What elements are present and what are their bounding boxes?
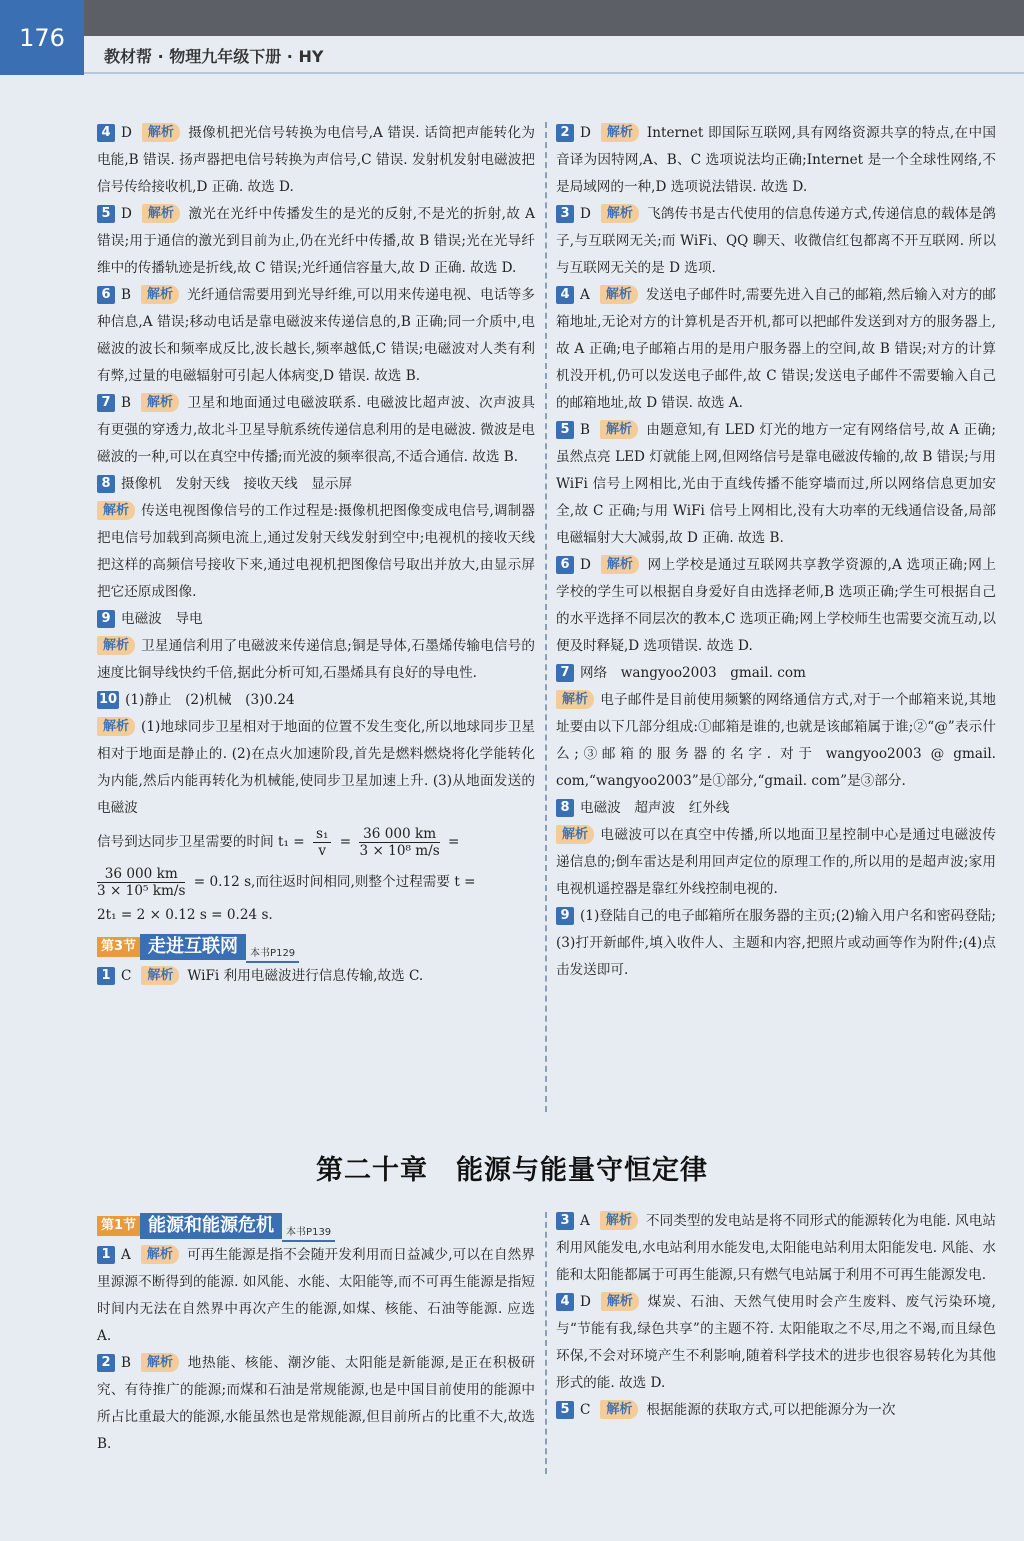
section-title: 走进互联网 — [140, 934, 246, 960]
analysis-tag: 解析 — [601, 204, 639, 223]
analysis-text: 电磁波可以在真空中传播,所以地面卫星控制中心是通过电磁波传递信息的;倒车雷达是利用回声定位的原理工作的,所以用的是超声波;家用电视机遥控器是靠红外线控制电视的. — [556, 827, 996, 897]
analysis-tag: 解析 — [556, 690, 594, 709]
section-page-ref: 本书P139 — [282, 1226, 335, 1242]
answer-choice: D — [580, 1294, 591, 1310]
answer-choice: C — [121, 968, 132, 984]
fraction-numerator: 36 000 km — [359, 826, 439, 843]
section-badge: 第3节 — [97, 937, 140, 957]
analysis-text: 根据能源的获取方式,可以把能源分为一次 — [646, 1402, 896, 1418]
answer-item — [556, 822, 996, 903]
question-number-badge: 1 — [97, 967, 115, 985]
analysis-text: 地热能、核能、潮汐能、太阳能是新能源,是正在积极研究、有待推广的能源;而煤和石油是常规能源,也是中国目前使用的能源中所占比重最大的能源,水能虽然也是常规能源,但目前所占的比重不大,故选 B. — [97, 1355, 535, 1452]
answer-choice: B — [121, 287, 131, 303]
analysis-text: 发送电子邮件时,需要先进入自己的邮箱,然后输入对方的邮箱地址,无论对方的计算机是否开机,都可以把邮件发送到对方的服务器上,故 A 正确;电子邮箱占用的是用户服务器上的空间,故 B 错误;对方的计算机没开机,仍可以发送电子邮件,故 C 错误;发送电子邮件不需要输入自己的邮箱地址,故 D 错误. 故选 A. — [556, 287, 996, 411]
question-number-badge: 7 — [97, 394, 115, 412]
answer-item — [556, 660, 996, 687]
answer-text: (1)登陆自己的电子邮箱所在服务器的主页;(2)输入用户名和密码登陆;(3)打开新邮件,填入收件人、主题和内容,把照片或动画等作为附件;(4)点击发送即可. — [556, 908, 996, 978]
answer-item — [556, 417, 996, 552]
analysis-text: 传送电视图像信号的工作过程是:摄像机把图像变成电信号,调制器把电信号加载到高频电流上,通过发射天线发射到空中;电视机的接收天线把这样的高频信号接收下来,通过电视机把图像信号取出并放大,由显示屏把它还原成图像. — [97, 503, 535, 600]
question-number-badge: 2 — [556, 124, 574, 142]
answer-item — [97, 687, 535, 714]
formula-line-3: 2t₁ = 2 × 0.12 s = 0.24 s. — [97, 907, 273, 923]
question-number-badge: 5 — [97, 205, 115, 223]
answer-item — [97, 606, 535, 633]
answer-item — [556, 201, 996, 282]
answer-item — [97, 201, 535, 282]
question-number-badge: 8 — [97, 475, 115, 493]
question-number-badge: 3 — [556, 1212, 574, 1230]
question-number-badge: 1 — [97, 1246, 115, 1264]
analysis-text: (1)地球同步卫星相对于地面的位置不发生变化,所以地球同步卫星相对于地面是静止的. (2)在点火加速阶段,首先是燃料燃烧将化学能转化为内能,然后内能再转化为机械能,使同步卫星加速上升. (3)从地面发送的电磁波 — [97, 719, 535, 816]
right-answer-list — [556, 120, 996, 984]
analysis-tag: 解析 — [600, 420, 638, 439]
answer-choice: (1)静止 (2)机械 (3)0.24 — [125, 692, 295, 708]
answer-choice: B — [121, 395, 131, 411]
answer-item — [556, 903, 996, 984]
column-divider — [545, 122, 547, 1112]
question-number-badge: 5 — [556, 421, 574, 439]
answer-item — [97, 633, 535, 687]
answer-item — [97, 1350, 535, 1458]
analysis-tag: 解析 — [600, 285, 638, 304]
analysis-tag: 解析 — [141, 1245, 179, 1264]
analysis-tag: 解析 — [142, 204, 180, 223]
answer-item — [97, 1242, 535, 1350]
analysis-text: 煤炭、石油、天然气使用时会产生废料、废气污染环境,与“节能有我,绿色共享”的主题不符. 太阳能取之不尽,用之不竭,而且绿色环保,不会对环境产生不利影响,随着科学技术的进步也很容易转化为其他形式的能. 故选 D. — [556, 1294, 996, 1391]
left-column — [97, 120, 535, 990]
fraction-numerator: s₁ — [313, 826, 331, 843]
analysis-tag: 解析 — [600, 1211, 638, 1230]
fraction-numerator: 36 000 km — [97, 866, 185, 883]
formula-text-2: = 0.12 s,而往返时间相同,则整个过程需要 t = — [193, 874, 476, 890]
analysis-text: 卫星通信利用了电磁波来传递信息;铜是导体,石墨烯传输电信号的速度比铜导线快约千倍,据此分析可知,石墨烯具有良好的导电性. — [97, 638, 535, 681]
answer-item — [556, 282, 996, 417]
answer-choice: D — [580, 557, 591, 573]
question-number-badge: 5 — [556, 1401, 574, 1419]
analysis-text: Internet 即国际互联网,具有网络资源共享的特点,在中国音译为因特网,A、B、C 选项说法均正确;Internet 是一个全球性网络,不是局域网的一种,D 选项说法错误. 故选 D. — [556, 125, 996, 195]
chapter-left-column — [97, 1208, 535, 1458]
question-number-badge: 6 — [556, 556, 574, 574]
answer-choice: A — [121, 1247, 131, 1263]
fraction-denominator: 3 × 10⁸ m/s — [359, 843, 440, 859]
answer-choice: D — [121, 206, 132, 222]
formula-line-2 — [97, 862, 535, 902]
question-number-badge: 9 — [97, 610, 115, 628]
fraction-s1-v — [313, 826, 331, 859]
equals-sign: = — [448, 834, 460, 850]
analysis-text: 卫星和地面通过电磁波联系. 电磁波比超声波、次声波具有更强的穿透力,故北斗卫星导航系统传递信息利用的是电磁波. 微波是电磁波的一种,可以在真空中传播;而光波的频率很高,不适合通信. 故选 B. — [97, 395, 535, 465]
chapter-title: 第二十章 能源与能量守恒定律 — [316, 1155, 708, 1186]
question-number-badge: 4 — [556, 286, 574, 304]
section-3-answer-list — [97, 963, 535, 990]
answer-item — [556, 120, 996, 201]
question-number-badge: 6 — [97, 286, 115, 304]
answer-item — [556, 1208, 996, 1289]
answer-choice: 网络 wangyoo2003 gmail. com — [580, 665, 806, 681]
question-number-badge: 4 — [97, 124, 115, 142]
answer-item — [97, 282, 535, 390]
answer-choice: C — [580, 1402, 591, 1418]
analysis-tag: 解析 — [142, 123, 180, 142]
answer-item — [97, 471, 535, 498]
question-number-badge: 2 — [97, 1354, 115, 1372]
section-title: 能源和能源危机 — [140, 1213, 282, 1239]
section-1-heading — [97, 1213, 535, 1239]
answer-choice: 电磁波 超声波 红外线 — [580, 800, 730, 816]
header-band — [84, 0, 1024, 36]
section-page-ref: 本书P129 — [246, 947, 299, 963]
analysis-tag: 解析 — [97, 717, 135, 736]
analysis-tag: 解析 — [141, 285, 179, 304]
column-divider — [545, 1212, 547, 1474]
analysis-text: WiFi 利用电磁波进行信息传输,故选 C. — [187, 968, 424, 984]
analysis-tag: 解析 — [141, 393, 179, 412]
question-number-badge: 10 — [99, 692, 118, 707]
question-number-badge: 8 — [556, 799, 574, 817]
question-number-badge: 4 — [556, 1293, 574, 1311]
analysis-tag: 解析 — [556, 825, 594, 844]
book-title: 教材帮 · 物理九年级下册 · HY — [104, 47, 324, 66]
answer-item — [97, 963, 535, 990]
answer-choice: B — [580, 422, 590, 438]
page-number: 176 — [0, 0, 84, 75]
analysis-tag: 解析 — [141, 1353, 179, 1372]
analysis-text: 光纤通信需要用到光导纤维,可以用来传递电视、电话等多种信息,A 错误;移动电话是靠电磁波来传递信息的,B 正确;同一介质中,电磁波的波长和频率成反比,波长越长,频率越低,C 错误;电磁波对人类有利有弊,过量的电磁辐射可引起人体病变,D 错误. 故选 B. — [97, 287, 535, 384]
analysis-text: 不同类型的发电站是将不同形式的能源转化为电能. 风电站利用风能发电,水电站利用水能发电,太阳能电站利用太阳能发电. 风能、水能和太阳能都属于可再生能源,只有燃气电站属于利用不可再生能源发电. — [556, 1213, 996, 1283]
formula-text-1: 信号到达同步卫星需要的时间 t₁ = — [97, 834, 305, 850]
answer-choice: D — [580, 125, 591, 141]
chapter-right-column — [556, 1208, 996, 1424]
answer-choice: A — [580, 1213, 590, 1229]
answer-item — [97, 120, 535, 201]
analysis-text: 网上学校是通过互联网共享教学资源的,A 选项正确;网上学校的学生可以根据自身爱好自由选择老师,B 选项正确;学生可根据自己的水平选择不同层次的教本,C 选项正确;网上学校师生也需要交流互动,以便及时释疑,D 选项错误. 故选 D. — [556, 557, 996, 654]
answer-item — [97, 390, 535, 471]
chapter-left-answer-list — [97, 1242, 535, 1458]
analysis-tag: 解析 — [601, 1292, 639, 1311]
fraction-denominator: v — [318, 843, 327, 859]
answer-item — [556, 1289, 996, 1397]
question-number-badge: 7 — [556, 664, 574, 682]
answer-item — [97, 498, 535, 606]
answer-choice: 电磁波 导电 — [121, 611, 203, 627]
answer-choice: D — [121, 125, 132, 141]
left-answer-list — [97, 120, 535, 822]
analysis-text: 飞鸽传书是古代使用的信息传递方式,传递信息的载体是鸽子,与互联网无关;而 WiFi、QQ 聊天、收微信红包都离不开互联网. 所以与互联网无关的是 D 选项. — [556, 206, 996, 276]
analysis-tag: 解析 — [600, 1400, 638, 1419]
chapter-right-answer-list — [556, 1208, 996, 1424]
analysis-text: 由题意知,有 LED 灯光的地方一定有网络信号,故 A 正确;虽然点亮 LED 灯就能上网,但网络信号是靠电磁波传输的,故 B 错误;与用 WiFi 信号上网相比,光由于直线传播不能穿墙而过,所以网络信息更加安全,故 C 正确;与用 WiFi 信号上网相比,没有大功率的无线通信设备,局部电磁辐射大大减弱,故 D 正确. 故选 B. — [556, 422, 996, 546]
answer-item — [556, 795, 996, 822]
header-rule — [84, 72, 1024, 74]
analysis-tag: 解析 — [97, 636, 135, 655]
answer-item — [97, 714, 535, 822]
analysis-text: 摄像机把光信号转换为电信号,A 错误. 话筒把声能转化为电能,B 错误. 扬声器把电信号转换为声信号,C 错误. 发射机发射电磁波把信号传给接收机,D 正确. 故选 D. — [97, 125, 535, 195]
answer-choice: A — [580, 287, 590, 303]
equals-sign: = — [339, 834, 352, 850]
right-column — [556, 120, 996, 984]
formula-line-1 — [97, 822, 535, 862]
fraction-denominator: 3 × 10⁵ km/s — [97, 883, 186, 899]
analysis-tag: 解析 — [601, 123, 639, 142]
answer-item — [556, 687, 996, 795]
analysis-tag: 解析 — [97, 501, 135, 520]
fraction-distance-speed — [359, 826, 439, 859]
answer-choice: D — [580, 206, 591, 222]
answer-item — [556, 1397, 996, 1424]
analysis-tag: 解析 — [141, 966, 179, 985]
question-number-badge: 9 — [556, 907, 574, 925]
section-badge: 第1节 — [97, 1216, 140, 1236]
analysis-text: 激光在光纤中传播发生的是光的反射,不是光的折射,故 A 错误;用于通信的激光到目前为止,仍在光纤中传播,故 B 错误;光在光导纤维中的传播轨迹是折线,故 C 错误;光纤通信容量大,故 D 正确. 故选 D. — [97, 206, 535, 276]
analysis-text: 可再生能源是指不会随开发利用而日益减少,可以在自然界里源源不断得到的能源. 如风能、水能、太阳能等,而不可再生能源是指短时间内无法在自然界中再次产生的能源,如煤、核能、石油等能源. 应选 A. — [97, 1247, 535, 1344]
answer-choice: B — [121, 1355, 131, 1371]
section-3-heading — [97, 934, 535, 960]
analysis-text: 电子邮件是目前使用频繁的网络通信方式,对于一个邮箱来说,其地址要由以下几部分组成:①邮箱是谁的,也就是该邮箱属于谁;②“@”表示什么;③邮箱的服务器的名字. 对于 wangyoo2003 @ gmail. com,“wangyoo2003”是①部分,“gmail. com”是③部分. — [556, 692, 996, 789]
fraction-distance-speed-km — [97, 866, 185, 899]
question-number-badge: 3 — [556, 205, 574, 223]
page-header — [0, 0, 1024, 75]
analysis-tag: 解析 — [601, 555, 639, 574]
answer-item — [556, 552, 996, 660]
answer-choice: 摄像机 发射天线 接收天线 显示屏 — [121, 476, 353, 492]
